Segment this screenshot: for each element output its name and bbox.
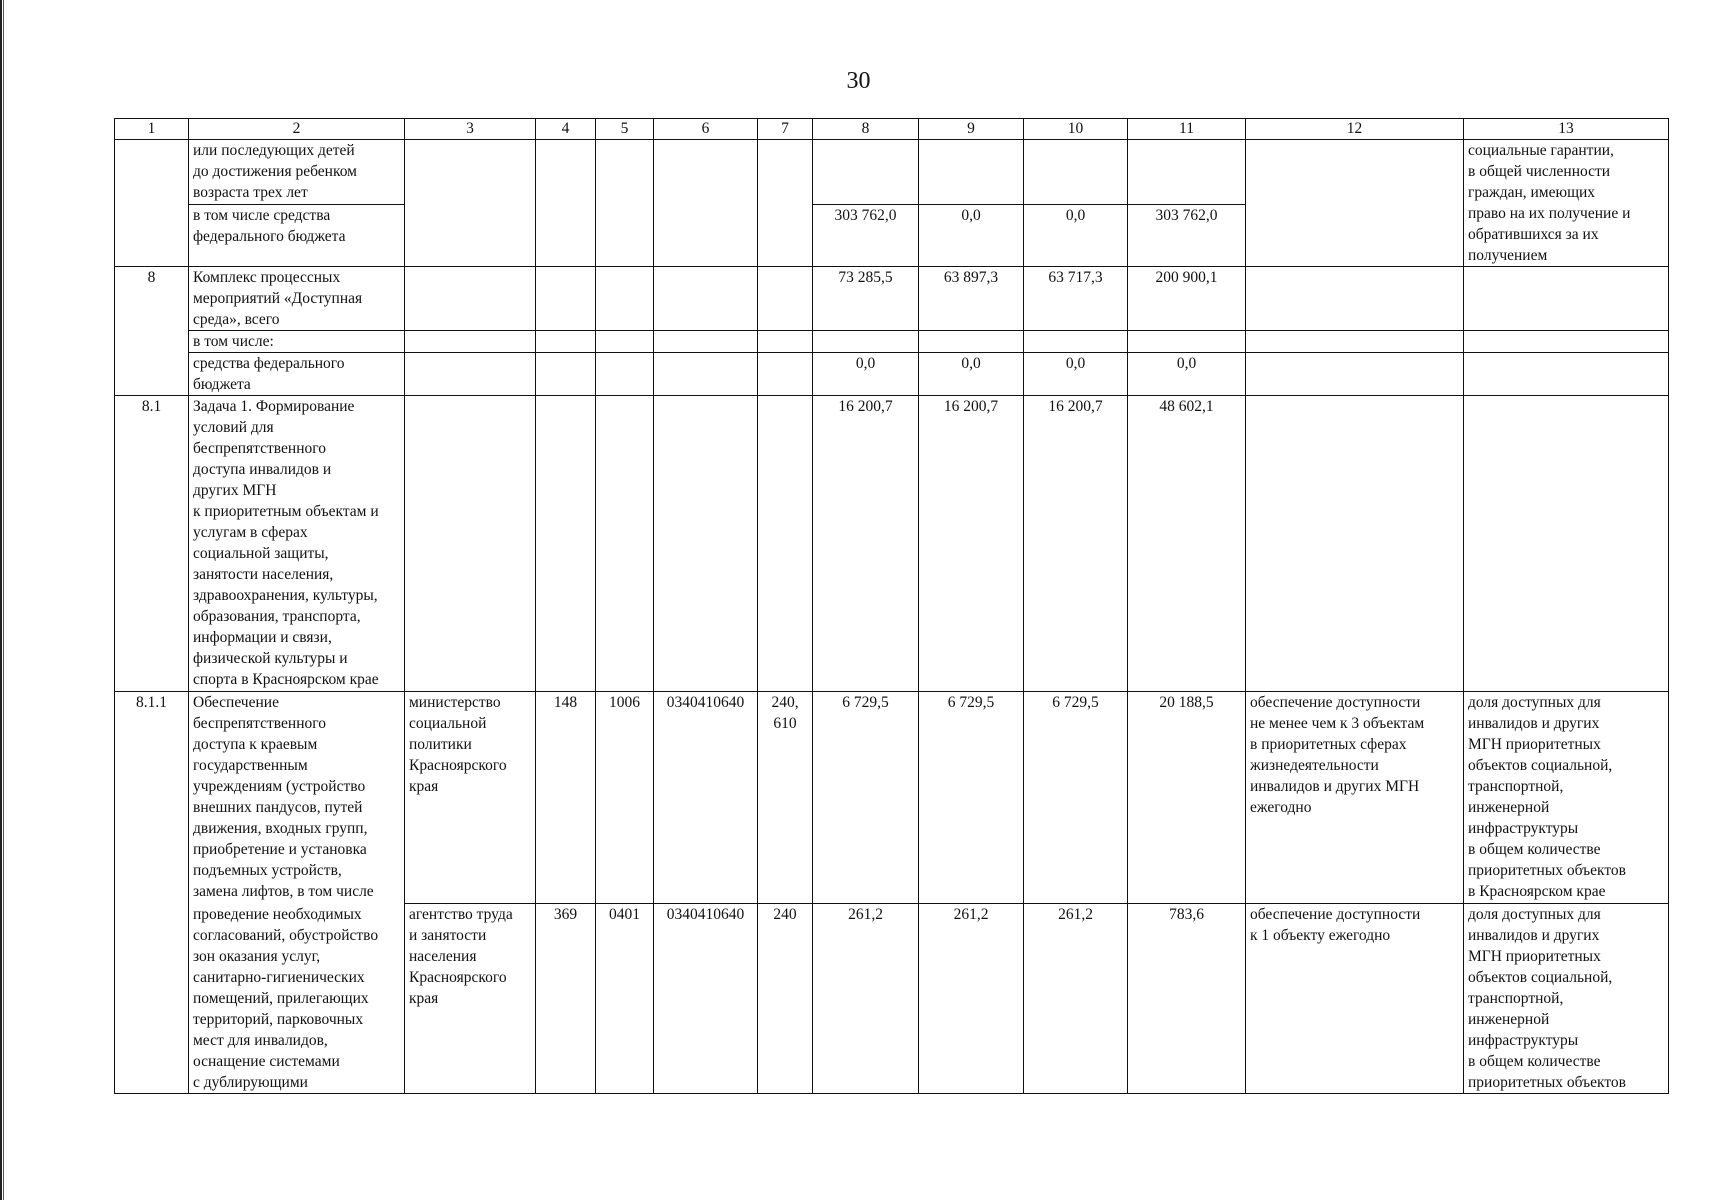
program-table (114, 118, 1669, 1094)
cell-value: 16 200,7 (1024, 396, 1128, 692)
cell (1246, 267, 1464, 331)
cell-value: 6 729,5 (1024, 692, 1128, 904)
table-row (115, 396, 1669, 692)
cell-description: в том числе: (189, 331, 405, 353)
cell-value: 261,2 (1024, 904, 1128, 1094)
cell (1246, 353, 1464, 396)
cell (536, 353, 596, 396)
cell-value: 20 188,5 (1128, 692, 1246, 904)
cell-value: 0,0 (919, 204, 1024, 267)
cell (1246, 331, 1464, 353)
cell-description: Задача 1. Формирование условий для беспрепятственного доступа инвалидов и других МГН к приоритетным объектам и услугам в сферах социальной защиты, занятости населения, здравоохранения, культуры, образования, транспорта, информации и связи, физической культуры и спорта в Красноярском крае (189, 396, 405, 692)
scan-edge (0, 0, 2, 1200)
col-header: 10 (1024, 119, 1128, 140)
cell-value: 6 729,5 (813, 692, 919, 904)
cell (1246, 396, 1464, 692)
cell-code: 369 (536, 904, 596, 1094)
cell (596, 396, 654, 692)
col-header: 4 (536, 119, 596, 140)
cell (758, 140, 813, 267)
cell-code: 0401 (596, 904, 654, 1094)
cell-description: в том числе средства федерального бюджета (189, 204, 405, 267)
cell (1464, 267, 1669, 331)
cell (405, 353, 536, 396)
cell-value: 63 897,3 (919, 267, 1024, 331)
cell (1024, 331, 1128, 353)
cell-value: 48 602,1 (1128, 396, 1246, 692)
cell (654, 140, 758, 267)
cell-indicator: доля доступных для инвалидов и других МГН приоритетных объектов социальной, транспортной, инженерной инфраструктуры в общем количестве приоритетных объектов в Красноярском крае (1464, 692, 1669, 904)
cell (536, 267, 596, 331)
cell-value: 0,0 (1024, 353, 1128, 396)
cell (536, 331, 596, 353)
cell (596, 331, 654, 353)
col-header: 8 (813, 119, 919, 140)
cell-code: 240, 610 (758, 692, 813, 904)
cell (654, 396, 758, 692)
cell (654, 353, 758, 396)
cell (1128, 331, 1246, 353)
cell (596, 140, 654, 267)
cell (813, 331, 919, 353)
cell (919, 331, 1024, 353)
cell (1128, 140, 1246, 205)
cell-number: 8.1 (115, 396, 189, 692)
cell (758, 396, 813, 692)
cell-value: 63 717,3 (1024, 267, 1128, 331)
cell-code: 148 (536, 692, 596, 904)
cell-code: 240 (758, 904, 813, 1094)
cell-executor: агентство труда и занятости населения Красноярского края (405, 904, 536, 1094)
col-header: 5 (596, 119, 654, 140)
cell-description: или последующих детей до достижения ребенком возраста трех лет (189, 140, 405, 205)
cell-description: проведение необходимых согласований, обустройство зон оказания услуг, санитарно-гигиенических помещений, прилегающих территорий, парковочных мест для инвалидов, оснащение системами с дублирующими (189, 904, 405, 1094)
cell-result: обеспечение доступности не менее чем к 3 объектам в приоритетных сферах жизнедеятельности инвалидов и других МГН ежегодно (1246, 692, 1464, 904)
table-row (115, 692, 1669, 904)
cell-value: 0,0 (813, 353, 919, 396)
cell-number: 8 (115, 267, 189, 396)
cell (758, 267, 813, 331)
cell (405, 396, 536, 692)
col-header: 12 (1246, 119, 1464, 140)
cell-value: 303 762,0 (1128, 204, 1246, 267)
cell-value: 73 285,5 (813, 267, 919, 331)
cell (115, 204, 189, 267)
cell (1246, 140, 1464, 267)
cell (596, 267, 654, 331)
cell-description: средства федерального бюджета (189, 353, 405, 396)
cell-indicator: доля доступных для инвалидов и других МГН приоритетных объектов социальной, транспортной, инженерной инфраструктуры в общем количестве приоритетных объектов (1464, 904, 1669, 1094)
cell (536, 140, 596, 267)
cell (536, 396, 596, 692)
cell-value: 261,2 (813, 904, 919, 1094)
column-number-row (115, 119, 1669, 140)
cell-number: 8.1.1 (115, 692, 189, 1094)
cell (1464, 331, 1669, 353)
col-header: 1 (115, 119, 189, 140)
table-row (115, 267, 1669, 331)
col-header: 7 (758, 119, 813, 140)
cell-executor: министерство социальной политики Красноярского края (405, 692, 536, 904)
col-header: 2 (189, 119, 405, 140)
page-number: 30 (846, 68, 871, 94)
cell-code: 0340410640 (654, 904, 758, 1094)
cell-value: 0,0 (1024, 204, 1128, 267)
cell (654, 267, 758, 331)
cell (813, 140, 919, 205)
cell (1464, 396, 1669, 692)
table-row (115, 331, 1669, 353)
cell (919, 140, 1024, 205)
cell-value: 6 729,5 (919, 692, 1024, 904)
cell-value: 16 200,7 (919, 396, 1024, 692)
scan-edge-secondary (3, 0, 4, 1200)
cell (758, 353, 813, 396)
cell-value: 0,0 (919, 353, 1024, 396)
cell-value: 0,0 (1128, 353, 1246, 396)
cell-value: 261,2 (919, 904, 1024, 1094)
cell-code: 0340410640 (654, 692, 758, 904)
cell (654, 331, 758, 353)
cell (405, 331, 536, 353)
col-header: 3 (405, 119, 536, 140)
cell-value: 200 900,1 (1128, 267, 1246, 331)
table-row (115, 904, 1669, 1094)
cell-code: 1006 (596, 692, 654, 904)
col-header: 13 (1464, 119, 1669, 140)
col-header: 6 (654, 119, 758, 140)
cell-indicator: социальные гарантии, в общей численности граждан, имеющих право на их получение и обратившихся за их получением (1464, 140, 1669, 267)
cell-description: Комплекс процессных мероприятий «Доступная среда», всего (189, 267, 405, 331)
cell-result: обеспечение доступности к 1 объекту ежегодно (1246, 904, 1464, 1094)
cell (115, 140, 189, 205)
cell (758, 331, 813, 353)
cell (596, 353, 654, 396)
col-header: 11 (1128, 119, 1246, 140)
cell-value: 303 762,0 (813, 204, 919, 267)
cell-description: Обеспечение беспрепятственного доступа к краевым государственным учреждениям (устройство внешних пандусов, путей движения, входных групп, приобретение и установка подъемных устройств, замена лифтов, в том числе (189, 692, 405, 904)
cell (405, 140, 536, 267)
col-header: 9 (919, 119, 1024, 140)
cell (405, 267, 536, 331)
table-row (115, 353, 1669, 396)
cell (1024, 140, 1128, 205)
cell-value: 783,6 (1128, 904, 1246, 1094)
cell-value: 16 200,7 (813, 396, 919, 692)
table-row (115, 140, 1669, 205)
cell (1464, 353, 1669, 396)
